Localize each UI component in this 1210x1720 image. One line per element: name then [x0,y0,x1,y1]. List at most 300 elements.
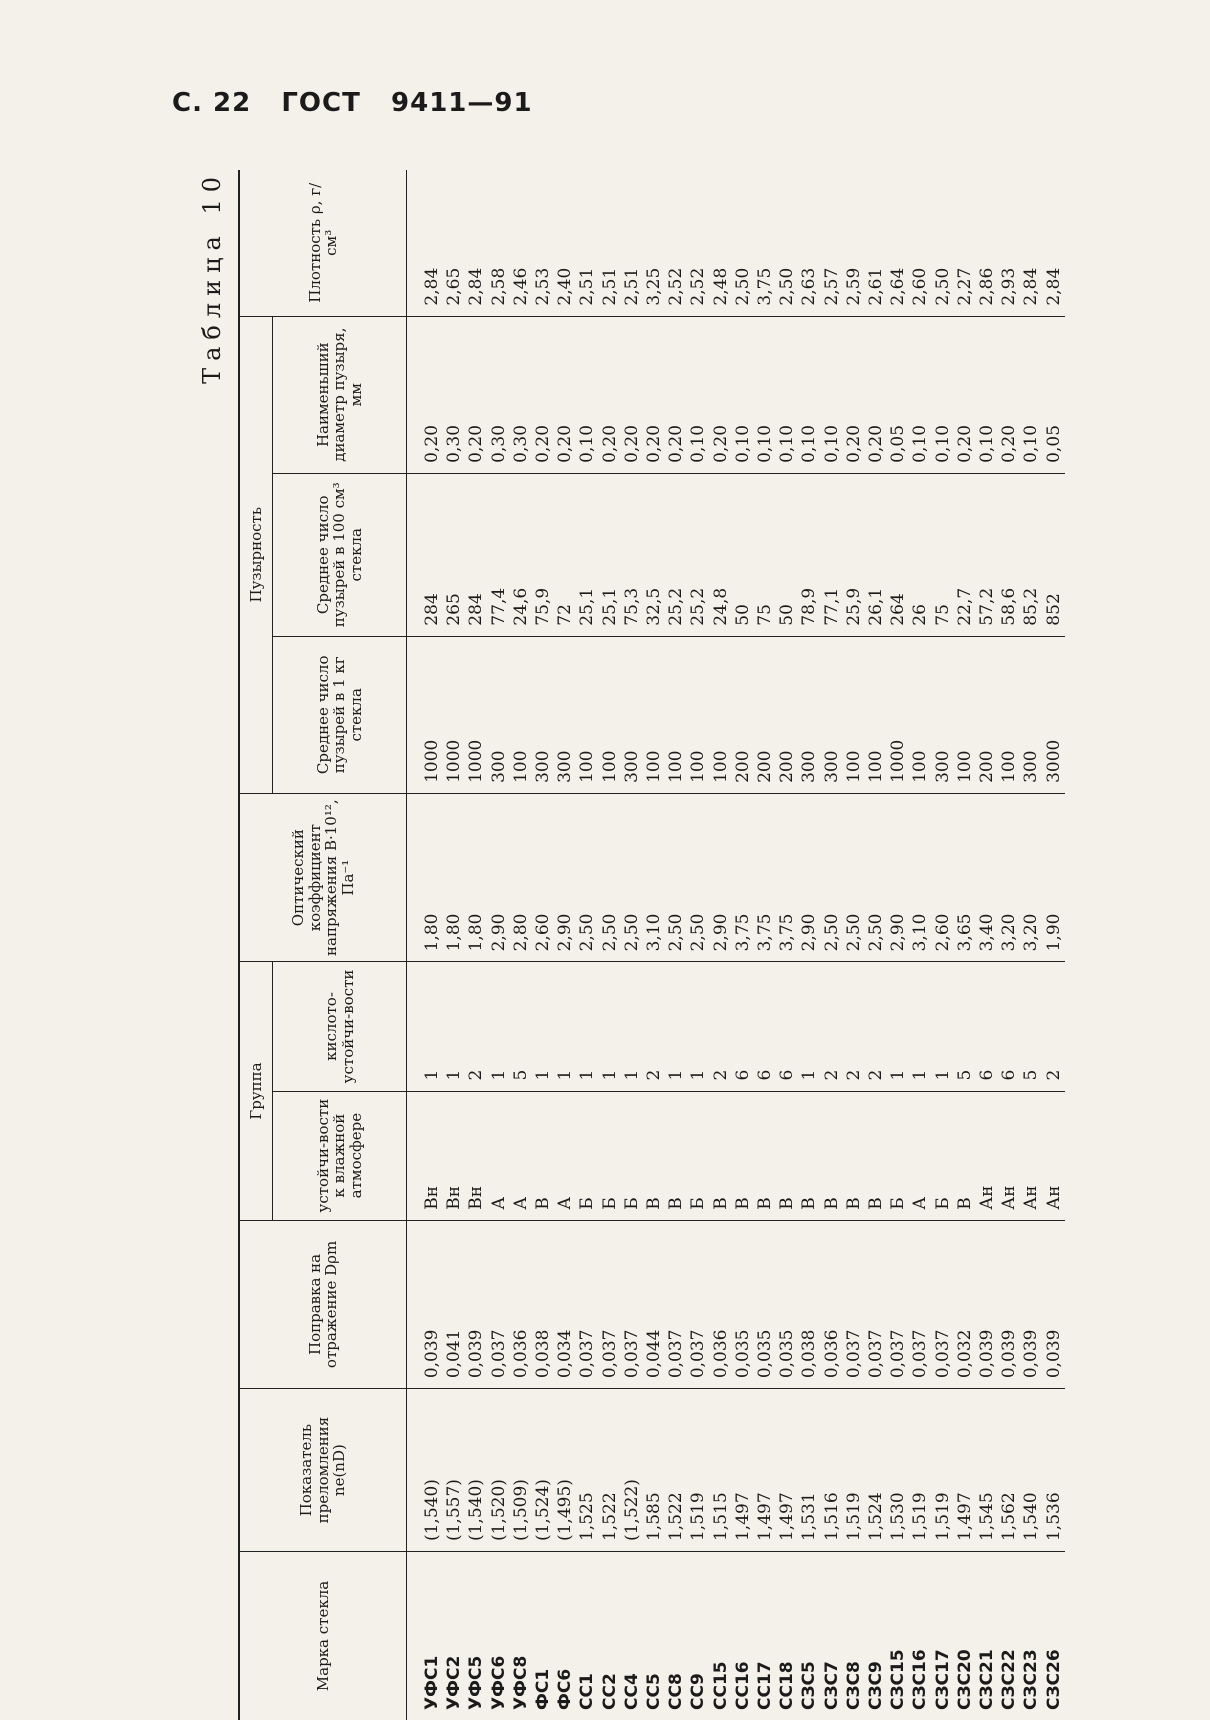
cell-grade: СЗС26 [1043,1649,1064,1710]
cell-optical: 2,50 [821,793,843,961]
cell-avg-cm: 50 [732,473,754,636]
cell-optical: 2,60 [932,793,954,961]
cell-humidity: В [865,1091,887,1220]
cell-refraction: 1,497 [954,1389,976,1552]
cell-avg-kg: 300 [798,636,820,793]
cell-density: 2,61 [865,170,887,316]
cell-grade: СС16 [732,1661,753,1710]
cell-humidity: Б [687,1091,709,1220]
table-row [599,170,621,1720]
table-row [932,170,954,1720]
table-row [488,170,510,1720]
cell-grade: УФС5 [466,1655,487,1710]
cell-humidity: В [710,1091,732,1220]
cell-acid: 6 [976,962,998,1091]
cell-correction: 0,039 [1020,1220,1042,1388]
cell-acid: 6 [776,962,798,1091]
cell-density: 2,64 [887,170,909,316]
cell-avg-kg: 100 [909,636,931,793]
cell-humidity: В [665,1091,687,1220]
cell-refraction: (1,509) [510,1389,532,1552]
page-header [172,88,533,118]
cell-optical: 3,40 [976,793,998,961]
cell-correction: 0,039 [1043,1220,1065,1388]
cell-density: 2,40 [554,170,576,316]
cell-correction: 0,037 [932,1220,954,1388]
cell-acid: 6 [998,962,1020,1091]
cell-avg-kg: 200 [776,636,798,793]
cell-avg-cm: 50 [776,473,798,636]
cell-avg-cm: 25,2 [687,473,709,636]
cell-density: 2,50 [732,170,754,316]
cell-refraction: 1,525 [576,1389,598,1552]
cell-optical: 3,65 [954,793,976,961]
cell-min-diam: 0,20 [665,316,687,473]
cell-avg-kg: 1000 [887,636,909,793]
cell-avg-kg: 1000 [443,636,465,793]
cell-density: 2,84 [1043,170,1065,316]
col-header-grade: Марка стекла [239,1552,407,1720]
cell-density: 2,59 [843,170,865,316]
cell-density: 2,60 [909,170,931,316]
cell-min-diam: 0,20 [599,316,621,473]
cell-min-diam: 0,30 [488,316,510,473]
cell-refraction: 1,497 [732,1389,754,1552]
cell-avg-cm: 25,1 [599,473,621,636]
glass-properties-table [238,170,1065,1720]
table-row [776,170,798,1720]
cell-correction: 0,037 [909,1220,931,1388]
cell-avg-kg: 100 [687,636,709,793]
cell-refraction: 1,519 [687,1389,709,1552]
cell-avg-kg: 100 [954,636,976,793]
cell-min-diam: 0,10 [754,316,776,473]
table-row [710,170,732,1720]
cell-correction: 0,035 [732,1220,754,1388]
cell-humidity: Вн [465,1091,487,1220]
cell-avg-cm: 284 [465,473,487,636]
cell-correction: 0,039 [407,1220,444,1388]
table-row [554,170,576,1720]
cell-min-diam: 0,20 [621,316,643,473]
cell-humidity: Ан [998,1091,1020,1220]
cell-optical: 2,50 [687,793,709,961]
cell-correction: 0,038 [532,1220,554,1388]
cell-avg-cm: 24,6 [510,473,532,636]
cell-refraction: (1,540) [407,1389,444,1552]
cell-density: 2,84 [465,170,487,316]
cell-optical: 3,10 [643,793,665,961]
cell-min-diam: 0,05 [1043,316,1065,473]
cell-grade: СЗС21 [977,1649,998,1710]
cell-avg-cm: 77,1 [821,473,843,636]
cell-correction: 0,037 [665,1220,687,1388]
cell-density: 3,25 [643,170,665,316]
cell-optical: 3,75 [754,793,776,961]
col-header-bubble: Пузырность [239,316,273,793]
cell-optical: 1,90 [1043,793,1065,961]
cell-humidity: Вн [443,1091,465,1220]
cell-avg-kg: 100 [665,636,687,793]
cell-grade: СЗС15 [888,1649,909,1710]
cell-density: 2,53 [532,170,554,316]
cell-min-diam: 0,10 [909,316,931,473]
cell-density: 2,52 [687,170,709,316]
col-header-avg-kg: Среднее число пузырей в 1 кг стекла [273,636,407,793]
cell-min-diam: 0,20 [954,316,976,473]
table-row [998,170,1020,1720]
cell-refraction: (1,557) [443,1389,465,1552]
cell-humidity: А [909,1091,931,1220]
cell-avg-kg: 300 [488,636,510,793]
cell-density: 2,63 [798,170,820,316]
cell-correction: 0,036 [710,1220,732,1388]
cell-correction: 0,037 [488,1220,510,1388]
cell-density: 2,46 [510,170,532,316]
cell-correction: 0,044 [643,1220,665,1388]
cell-humidity: Ан [976,1091,998,1220]
col-header-correction: Поправка на отражение Dρm [239,1220,407,1388]
cell-avg-kg: 300 [554,636,576,793]
cell-acid: 1 [407,962,444,1091]
cell-avg-kg: 200 [976,636,998,793]
cell-min-diam: 0,30 [443,316,465,473]
cell-avg-cm: 32,5 [643,473,665,636]
cell-avg-cm: 57,2 [976,473,998,636]
cell-grade: СС18 [777,1661,798,1710]
cell-refraction: 1,524 [865,1389,887,1552]
cell-grade: СС9 [688,1673,709,1710]
cell-optical: 2,50 [599,793,621,961]
cell-acid: 2 [843,962,865,1091]
cell-correction: 0,037 [887,1220,909,1388]
col-header-density: Плотность ρ, г/см³ [239,170,407,316]
cell-avg-kg: 100 [710,636,732,793]
cell-min-diam: 0,20 [710,316,732,473]
cell-refraction: 1,536 [1043,1389,1065,1552]
cell-min-diam: 0,05 [887,316,909,473]
cell-avg-kg: 300 [532,636,554,793]
cell-refraction: (1,524) [532,1389,554,1552]
cell-avg-kg: 100 [998,636,1020,793]
cell-grade: СЗС20 [954,1649,975,1710]
cell-min-diam: 0,20 [465,316,487,473]
table-label: Таблица 10 [198,170,226,384]
cell-grade: УФС2 [444,1655,465,1710]
cell-optical: 2,50 [843,793,865,961]
cell-correction: 0,039 [465,1220,487,1388]
table-row [1043,170,1065,1720]
cell-optical: 2,90 [798,793,820,961]
cell-avg-kg: 1000 [407,636,444,793]
cell-humidity: В [954,1091,976,1220]
cell-avg-cm: 25,1 [576,473,598,636]
cell-avg-cm: 78,9 [798,473,820,636]
cell-refraction: 1,530 [887,1389,909,1552]
cell-avg-cm: 264 [887,473,909,636]
table-row [754,170,776,1720]
cell-humidity: Ан [1020,1091,1042,1220]
page-number: С. 22 [172,88,252,118]
rotated-table-area [198,170,1083,1720]
cell-avg-cm: 26,1 [865,473,887,636]
cell-grade: СЗС8 [843,1661,864,1710]
cell-grade: СЗС17 [932,1649,953,1710]
cell-refraction: 1,522 [665,1389,687,1552]
table-row [687,170,709,1720]
cell-humidity: В [798,1091,820,1220]
cell-optical: 1,80 [465,793,487,961]
cell-acid: 5 [954,962,976,1091]
cell-avg-cm: 22,7 [954,473,976,636]
cell-refraction: 1,522 [599,1389,621,1552]
cell-humidity: Вн [407,1091,444,1220]
cell-acid: 5 [510,962,532,1091]
cell-min-diam: 0,10 [798,316,820,473]
cell-optical: 3,75 [776,793,798,961]
cell-correction: 0,037 [687,1220,709,1388]
cell-refraction: 1,540 [1020,1389,1042,1552]
cell-acid: 1 [443,962,465,1091]
table-row [407,170,444,1720]
cell-acid: 1 [887,962,909,1091]
cell-avg-kg: 200 [754,636,776,793]
cell-optical: 2,90 [710,793,732,961]
cell-avg-kg: 300 [821,636,843,793]
cell-grade: ФС1 [533,1668,554,1710]
cell-optical: 2,50 [865,793,887,961]
cell-refraction: 1,519 [909,1389,931,1552]
cell-refraction: (1,495) [554,1389,576,1552]
table-row [465,170,487,1720]
cell-correction: 0,032 [954,1220,976,1388]
cell-avg-cm: 26 [909,473,931,636]
table-row [954,170,976,1720]
cell-min-diam: 0,10 [976,316,998,473]
cell-min-diam: 0,20 [554,316,576,473]
cell-humidity: Б [932,1091,954,1220]
cell-correction: 0,035 [776,1220,798,1388]
cell-density: 2,65 [443,170,465,316]
cell-grade: ФС6 [555,1668,576,1710]
cell-refraction: 1,585 [643,1389,665,1552]
table-row [443,170,465,1720]
cell-acid: 1 [621,962,643,1091]
cell-density: 2,51 [576,170,598,316]
table-row [843,170,865,1720]
cell-min-diam: 0,20 [532,316,554,473]
cell-optical: 2,50 [621,793,643,961]
cell-correction: 0,036 [510,1220,532,1388]
cell-density: 3,75 [754,170,776,316]
cell-humidity: Б [887,1091,909,1220]
cell-avg-kg: 300 [1020,636,1042,793]
cell-acid: 2 [643,962,665,1091]
table-body [407,170,1065,1720]
cell-humidity: В [732,1091,754,1220]
cell-acid: 1 [932,962,954,1091]
cell-acid: 1 [687,962,709,1091]
cell-correction: 0,039 [998,1220,1020,1388]
cell-avg-cm: 25,2 [665,473,687,636]
table-row [510,170,532,1720]
cell-correction: 0,037 [599,1220,621,1388]
table-row [643,170,665,1720]
cell-density: 2,51 [599,170,621,316]
cell-humidity: В [532,1091,554,1220]
col-header-humidity: устойчи-вости к влажной атмосфере [273,1091,407,1220]
table-row [976,170,998,1720]
table-row [821,170,843,1720]
cell-optical: 2,90 [554,793,576,961]
cell-grade: СЗС16 [910,1649,931,1710]
cell-correction: 0,041 [443,1220,465,1388]
cell-refraction: 1,519 [932,1389,954,1552]
cell-grade: СЗС7 [821,1661,842,1710]
cell-avg-kg: 200 [732,636,754,793]
cell-acid: 1 [909,962,931,1091]
cell-min-diam: 0,20 [643,316,665,473]
cell-correction: 0,038 [798,1220,820,1388]
cell-grade: СЗС23 [1021,1649,1042,1710]
cell-avg-kg: 100 [843,636,865,793]
cell-density: 2,86 [976,170,998,316]
cell-acid: 1 [532,962,554,1091]
cell-min-diam: 0,10 [1020,316,1042,473]
cell-density: 2,93 [998,170,1020,316]
cell-grade: УФС8 [510,1655,531,1710]
cell-acid: 1 [576,962,598,1091]
cell-optical: 3,75 [732,793,754,961]
cell-correction: 0,037 [865,1220,887,1388]
cell-optical: 2,80 [510,793,532,961]
cell-correction: 0,037 [621,1220,643,1388]
cell-refraction: 1,562 [998,1389,1020,1552]
cell-avg-cm: 75,9 [532,473,554,636]
cell-avg-cm: 284 [407,473,444,636]
cell-refraction: 1,516 [821,1389,843,1552]
table-row [1020,170,1042,1720]
cell-refraction: 1,545 [976,1389,998,1552]
cell-avg-cm: 72 [554,473,576,636]
col-header-acid: кислото-устойчи-вости [273,962,407,1091]
cell-acid: 1 [665,962,687,1091]
cell-acid: 5 [1020,962,1042,1091]
cell-avg-kg: 3000 [1043,636,1065,793]
cell-min-diam: 0,20 [998,316,1020,473]
cell-refraction: 1,519 [843,1389,865,1552]
cell-acid: 1 [488,962,510,1091]
cell-correction: 0,039 [976,1220,998,1388]
cell-grade: СС2 [599,1673,620,1710]
cell-min-diam: 0,10 [776,316,798,473]
cell-refraction: (1,522) [621,1389,643,1552]
cell-grade: СС15 [710,1661,731,1710]
cell-optical: 2,90 [887,793,909,961]
cell-optical: 2,50 [665,793,687,961]
cell-avg-kg: 100 [643,636,665,793]
cell-density: 2,50 [932,170,954,316]
cell-optical: 3,10 [909,793,931,961]
cell-min-diam: 0,10 [821,316,843,473]
cell-density: 2,48 [710,170,732,316]
cell-acid: 2 [865,962,887,1091]
cell-grade: СС5 [644,1673,665,1710]
cell-humidity: А [488,1091,510,1220]
cell-refraction: 1,515 [710,1389,732,1552]
cell-avg-cm: 75,3 [621,473,643,636]
cell-refraction: (1,520) [488,1389,510,1552]
cell-avg-cm: 75 [754,473,776,636]
cell-avg-cm: 265 [443,473,465,636]
cell-humidity: В [843,1091,865,1220]
cell-grade: СС1 [577,1673,598,1710]
cell-avg-cm: 77,4 [488,473,510,636]
cell-min-diam: 0,10 [732,316,754,473]
cell-avg-cm: 58,6 [998,473,1020,636]
cell-grade: СЗС9 [866,1661,887,1710]
cell-acid: 2 [710,962,732,1091]
col-header-optical: Оптический коэффициент напряжения B·10¹², Па⁻¹ [239,793,407,961]
cell-grade: СС17 [755,1661,776,1710]
standard-number: 9411—91 [391,88,533,118]
cell-humidity: В [776,1091,798,1220]
col-header-group: Группа [239,962,273,1220]
cell-grade: УФС1 [422,1655,442,1710]
cell-density: 2,84 [407,170,444,316]
cell-humidity: Б [599,1091,621,1220]
cell-grade: СС4 [621,1673,642,1710]
col-header-refraction: Показатель преломления nе(nD) [239,1389,407,1552]
cell-avg-kg: 100 [510,636,532,793]
table-row [798,170,820,1720]
col-header-avg-cm: Среднее число пузырей в 100 см³ стекла [273,473,407,636]
cell-optical: 2,90 [488,793,510,961]
cell-correction: 0,035 [754,1220,776,1388]
cell-acid: 2 [821,962,843,1091]
cell-refraction: (1,540) [465,1389,487,1552]
cell-optical: 3,20 [998,793,1020,961]
cell-optical: 2,50 [576,793,598,961]
cell-refraction: 1,497 [776,1389,798,1552]
cell-min-diam: 0,20 [843,316,865,473]
cell-density: 2,84 [1020,170,1042,316]
table-row [732,170,754,1720]
cell-grade: УФС6 [488,1655,509,1710]
cell-avg-cm: 852 [1043,473,1065,636]
table-row [621,170,643,1720]
cell-avg-kg: 100 [865,636,887,793]
cell-avg-kg: 300 [621,636,643,793]
table-row [887,170,909,1720]
cell-acid: 1 [554,962,576,1091]
cell-humidity: Б [621,1091,643,1220]
cell-avg-cm: 24,8 [710,473,732,636]
cell-humidity: А [554,1091,576,1220]
cell-optical: 3,20 [1020,793,1042,961]
cell-acid: 1 [798,962,820,1091]
cell-density: 2,50 [776,170,798,316]
cell-optical: 1,80 [443,793,465,961]
cell-density: 2,51 [621,170,643,316]
col-header-min-diam: Наименьший диаметр пузыря, мм [273,316,407,473]
cell-min-diam: 0,10 [576,316,598,473]
cell-density: 2,58 [488,170,510,316]
table-row [532,170,554,1720]
cell-acid: 6 [754,962,776,1091]
table-row [865,170,887,1720]
cell-acid: 6 [732,962,754,1091]
